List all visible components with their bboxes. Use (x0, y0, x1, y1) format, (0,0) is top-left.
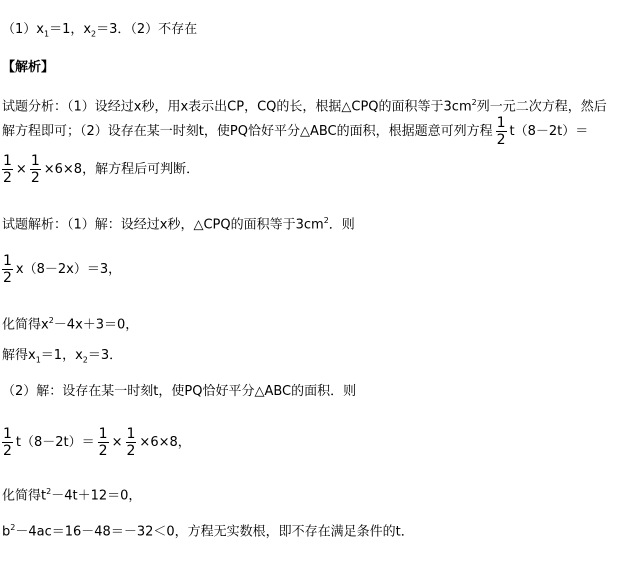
solution-disc-sup: 2 (10, 523, 16, 532)
fraction-half (98, 426, 109, 459)
solution-line-1 (2, 213, 355, 233)
analysis-l2-a: 解方程即可；（2）设存在某一时刻t，使PQ恰好平分△ABC的面积，根据题意可列方程 (2, 124, 493, 139)
fraction-numerator: 1 (126, 426, 136, 442)
answer-eq2: ＝3．（2）不存在 (96, 22, 198, 37)
fraction-numerator: 1 (30, 153, 40, 169)
solution-simplify-2 (2, 484, 141, 504)
solution-res1-a: 解得x (2, 348, 36, 363)
analysis-heading: 【解析】 (2, 60, 55, 75)
fraction-numerator: 1 (3, 426, 12, 442)
solution-simp2-sup: 2 (46, 487, 52, 496)
solution-disc-a: b (2, 524, 11, 540)
fraction-denominator: 2 (98, 443, 108, 459)
solution-res1-sub2: 2 (82, 355, 88, 365)
solution-res1-b: ＝1，x (40, 348, 83, 363)
solution-equation-1 (2, 252, 121, 288)
analysis-line-3 (2, 152, 199, 188)
solution-simp2-a: 化简得t (2, 488, 47, 504)
answer-eq1: ＝1，x (49, 22, 92, 37)
fraction-denominator: 2 (496, 132, 506, 148)
fraction-half (2, 426, 13, 459)
solution-eq2-c: ×6×8， (139, 435, 191, 450)
fraction-numerator: 1 (98, 426, 108, 442)
solution-disc-b: －4ac＝16－48＝－32＜0，方程无实数根，即不存在满足条件的t． (15, 524, 414, 540)
times-sign: × (15, 162, 27, 177)
analysis-l3-b: ×6×8，解方程后可判断． (43, 162, 200, 177)
solution-discriminant (2, 520, 414, 540)
solution-eq2-b: t（8－2t）＝ (15, 435, 95, 450)
fraction-half (496, 115, 507, 148)
answer-sub2: 2 (91, 29, 97, 39)
solution-simp2-b: －4t＋12＝0， (51, 488, 142, 504)
solution-eq1-b: x（8－2x）＝3， (15, 262, 122, 277)
solution-l1-sup: 2 (323, 216, 329, 225)
fraction-denominator: 2 (3, 270, 12, 286)
analysis-l1-a: 试题分析：（1）设经过x秒，用x表示出CP，CQ的长，根据△CPQ的面积等于3cm (2, 99, 472, 115)
fraction-numerator: 1 (3, 253, 12, 269)
solution-res1-c: ＝3． (87, 348, 123, 363)
fraction-denominator: 2 (30, 170, 40, 186)
fraction-numerator: 1 (3, 153, 12, 169)
answer-line (2, 22, 197, 43)
fraction-half (126, 426, 137, 459)
solution-simp1-a: 化简得x (2, 317, 49, 333)
fraction-denominator: 2 (3, 443, 12, 459)
fraction-numerator: 1 (496, 115, 506, 131)
solution-equation-2 (2, 425, 191, 461)
analysis-l1-sup: 2 (471, 98, 477, 107)
analysis-l2-b: t（8－2t）＝ (509, 124, 589, 139)
solution-simplify-1 (2, 313, 138, 333)
solution-l1-b: ．则 (328, 217, 355, 233)
solution-simp1-b: －4x＋3＝0， (53, 317, 139, 333)
times-sign: × (111, 435, 123, 450)
solution-simp1-sup: 2 (48, 316, 54, 325)
solution-l1-a: 试题解析：（1）解：设经过x秒，△CPQ的面积等于3cm (2, 217, 324, 233)
answer-sub1: 1 (43, 29, 50, 39)
solution-res1-sub1: 1 (35, 355, 41, 365)
solution-part2: （2）解：设存在某一时刻t，使PQ恰好平分△ABC的面积．则 (2, 384, 357, 399)
fraction-half (30, 153, 41, 186)
fraction-half (2, 153, 13, 186)
fraction-denominator: 2 (3, 170, 12, 186)
fraction-half (2, 253, 13, 286)
analysis-l1-b: 列一元二次方程，然后 (476, 99, 607, 115)
solution-result-1 (2, 348, 122, 369)
analysis-line-2 (2, 114, 588, 150)
analysis-line-1 (2, 95, 607, 115)
fraction-denominator: 2 (126, 443, 136, 459)
answer-part1: （1）x (2, 22, 44, 37)
